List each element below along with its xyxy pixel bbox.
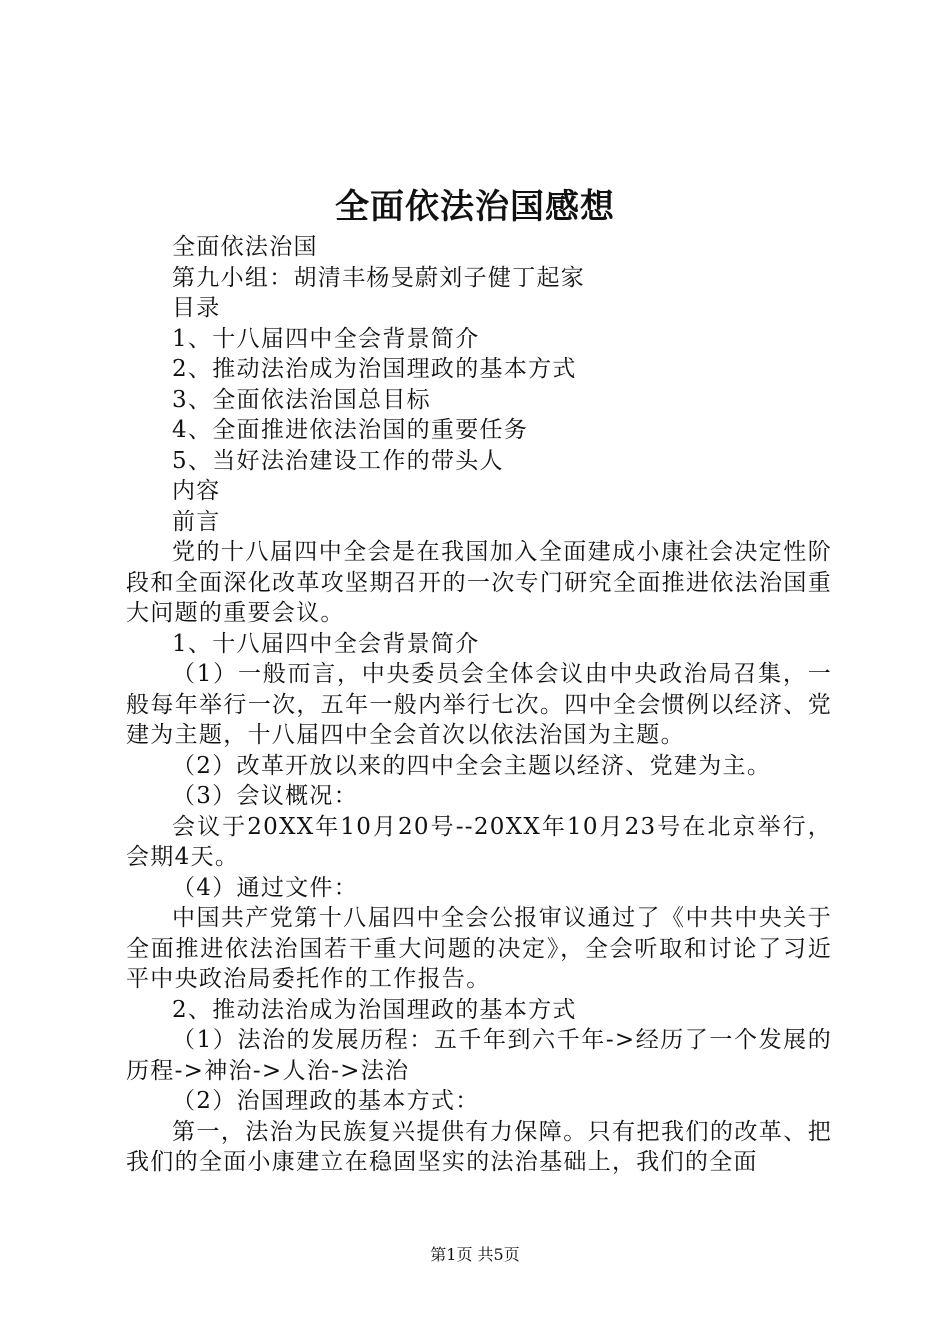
paragraph: 4、全面推进依法治国的重要任务 [172,417,529,443]
paragraph: 党的十八届四中全会是在我国加入全面建成小康社会决定性阶段和全面深化改革攻坚期召开的一次专门研究全面推进依法治国重大问题的重要会议。 [126,539,832,626]
paragraph: 目录 [172,295,221,321]
paragraph: 前言 [172,508,221,535]
document-body [126,232,832,1178]
paragraph: 1、十八届四中全会背景简介 [172,325,480,352]
paragraph: （1）一般而言，中央委员会全体会议由中央政治局召集，一般每年举行一次，五年一般内举行七次。四中全会惯例以经济、党建为主题，十八届四中全会首次以依法治国为主题。 [126,661,832,748]
paragraph: 5、当好法治建设工作的带头人 [172,447,504,474]
paragraph: 内容 [172,478,221,504]
paragraph: 会议于20XX年10月20号--20XX年10月23号在北京举行，会期4天。 [126,813,832,870]
paragraph: 2、推动法治成为治国理政的基本方式 [172,996,577,1023]
paragraph: 第一，法治为民族复兴提供有力保障。只有把我们的改革、把我们的全面小康建立在稳固坚实的法治基础上，我们的全面 [126,1118,832,1175]
paragraph: （4）通过文件： [172,874,359,901]
paragraph: （2）治国理政的基本方式： [172,1088,480,1114]
paragraph: （3）会议概况： [172,783,359,809]
paragraph: 第九小组：胡清丰杨旻蔚刘子健丁起家 [172,264,586,291]
document-title: 全面依法治国感想 [335,187,615,227]
paragraph: 3、全面依法治国总目标 [172,386,431,413]
paragraph: （1）法治的发展历程：五千年到六千年->经历了一个发展的历程->神治->人治->法治 [126,1027,832,1084]
paragraph: 中国共产党第十八届四中全会公报审议通过了《中共中央关于全面推进依法治国若干重大问题的决定》，全会听取和讨论了习近平中央政治局委托作的工作报告。 [126,905,832,992]
paragraph: 全面依法治国 [172,234,318,260]
paragraph: 2、推动法治成为治国理政的基本方式 [172,356,577,382]
paragraph: 1、十八届四中全会背景简介 [172,630,480,657]
paragraph: （2）改革开放以来的四中全会主题以经济、党建为主。 [172,752,772,779]
page-footer: 第1页 共5页 [430,1245,520,1264]
